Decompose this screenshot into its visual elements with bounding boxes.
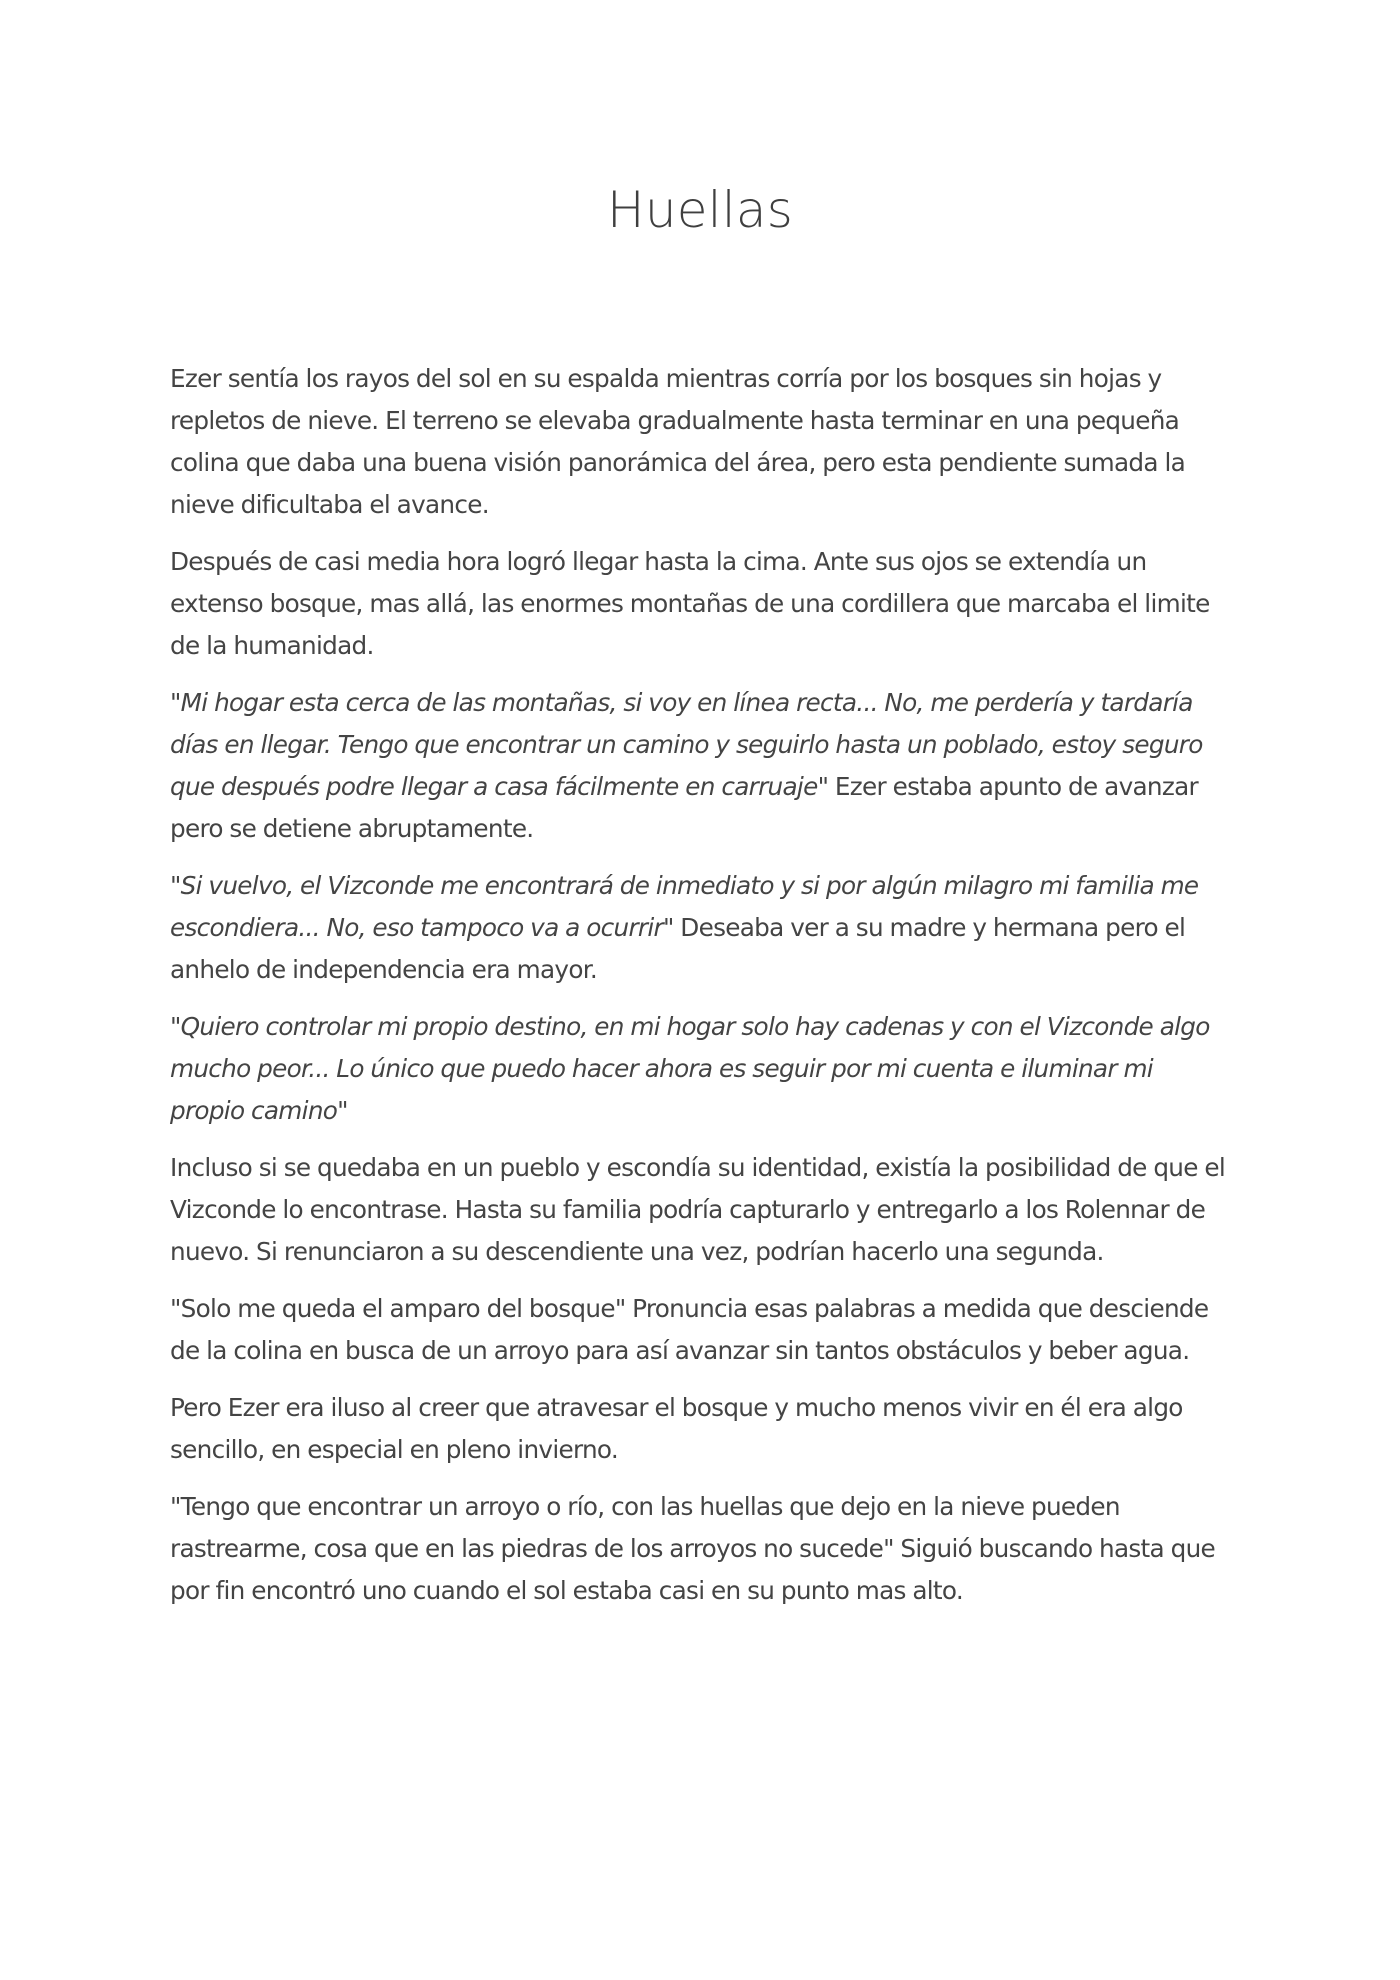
paragraph-4 [170, 865, 1232, 991]
paragraph-3 [170, 682, 1232, 850]
document-body [170, 358, 1232, 1627]
paragraph-text: " Deseaba ver a su madre y hermana pero el anhelo de independencia era mayor. [170, 913, 1186, 984]
document-title: Huellas [607, 181, 793, 239]
italic-thought: Quiero controlar mi propio destino, en mi hogar solo hay cadenas y con el Vizconde algo mucho peor... Lo único que puedo hacer ahora es seguir por mi cuenta e iluminar mi propio camino [170, 1012, 1210, 1125]
paragraph-8 [170, 1387, 1232, 1471]
paragraph-1 [170, 358, 1232, 526]
paragraph-6 [170, 1147, 1232, 1273]
paragraph-text: Ezer sentía los rayos del sol en su espalda mientras corría por los bosques sin hojas y repletos de nieve. El terreno se elevaba gradualmente hasta terminar en una pequeña colina que daba una buena visión panorámica del área, pero esta pendiente sumada la nieve dificultaba el avance. [170, 364, 1186, 519]
paragraph-text: " Ezer estaba apunto de avanzar pero se detiene abruptamente. [170, 772, 1198, 843]
italic-thought: Mi hogar esta cerca de las montañas, si voy en línea recta... No, me perdería y tardaría días en llegar. Tengo que encontrar un camino y seguirlo hasta un poblado, estoy seguro que después podre llegar a casa fácilmente en carruaje [170, 688, 1203, 801]
quote-mark: " [170, 688, 181, 717]
paragraph-5 [170, 1006, 1232, 1132]
paragraph-text: "Solo me queda el amparo del bosque" Pronuncia esas palabras a medida que desciende de la colina en busca de un arroyo para así avanzar sin tantos obstáculos y beber agua. [170, 1294, 1209, 1365]
paragraph-text: Después de casi media hora logró llegar hasta la cima. Ante sus ojos se extendía un extenso bosque, mas allá, las enormes montañas de una cordillera que marcaba el limite de la humanidad. [170, 547, 1210, 660]
quote-mark: " [170, 871, 181, 900]
paragraph-text: Pero Ezer era iluso al creer que atravesar el bosque y mucho menos vivir en él era algo sencillo, en especial en pleno invierno. [170, 1393, 1183, 1464]
italic-thought: Si vuelvo, el Vizconde me encontrará de inmediato y si por algún milagro mi familia me escondiera... No, eso tampoco va a ocurrir [170, 871, 1199, 942]
paragraph-9 [170, 1486, 1232, 1612]
quote-mark: " [337, 1096, 348, 1125]
paragraph-7 [170, 1288, 1232, 1372]
quote-mark: " [170, 1012, 181, 1041]
paragraph-2 [170, 541, 1232, 667]
paragraph-text: Incluso si se quedaba en un pueblo y escondía su identidad, existía la posibilidad de que el Vizconde lo encontrase. Hasta su familia podría capturarlo y entregarlo a los Rolennar de nuevo. Si renunciaron a su descendiente una vez, podrían hacerlo una segunda. [170, 1153, 1226, 1266]
paragraph-text: "Tengo que encontrar un arroyo o río, con las huellas que dejo en la nieve pueden rastrearme, cosa que en las piedras de los arroyos no sucede" Siguió buscando hasta que por fin encontró uno cuando el sol estaba casi en su punto mas alto. [170, 1492, 1216, 1605]
